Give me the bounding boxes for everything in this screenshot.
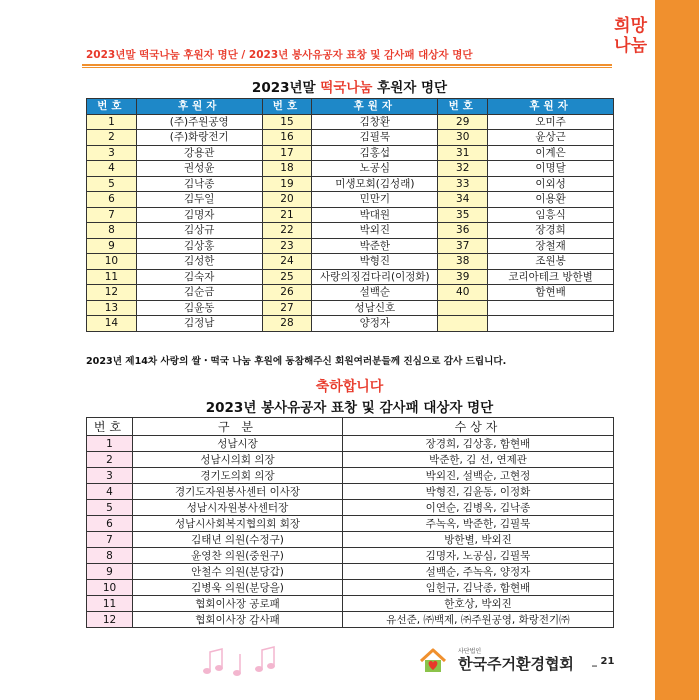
row-number: 31 — [438, 145, 488, 161]
col-header-num: 번호 — [87, 99, 137, 115]
donor-name: 노공심 — [312, 161, 438, 177]
award-category: 성남시자원봉사센터장 — [133, 500, 343, 516]
col-header-num: 번호 — [262, 99, 312, 115]
row-number: 7 — [87, 532, 133, 548]
donor-name: 김윤동 — [136, 300, 262, 316]
donor-table-header — [87, 99, 614, 115]
orange-side-bar — [655, 0, 699, 700]
table-row — [87, 500, 614, 516]
row-number: 30 — [438, 130, 488, 146]
donor-name: 김명자 — [136, 207, 262, 223]
donor-name: 김창환 — [312, 114, 438, 130]
award-recipients: 설백순, 주녹옥, 양정자 — [343, 564, 614, 580]
thanks-note: 2023년 제14차 사랑의 쌀・떡국 나눔 후원에 동참해주신 회원여러분들께 진심으로 감사 드립니다. — [86, 356, 507, 367]
music-notes-decoration — [200, 640, 290, 680]
award-category: 김태년 의원(수정구) — [133, 532, 343, 548]
row-number — [438, 316, 488, 332]
row-number: 8 — [87, 548, 133, 564]
table-row — [87, 516, 614, 532]
donor-name: 박형진 — [312, 254, 438, 270]
donor-name: 임흥식 — [488, 207, 614, 223]
award-recipients: 박외진, 설백순, 고현정 — [343, 468, 614, 484]
donor-title-part: 2023년말 — [251, 80, 321, 96]
donor-name: 김필묵 — [312, 130, 438, 146]
row-number: 9 — [87, 238, 137, 254]
donor-name: 김순금 — [136, 285, 262, 301]
award-table-title: 2023년 봉사유공자 표창 및 감사패 대상자 명단 — [205, 400, 494, 416]
award-category: 경기도의회 의장 — [133, 468, 343, 484]
row-number: 24 — [262, 254, 312, 270]
table-row — [87, 612, 614, 628]
donor-name: 양정자 — [312, 316, 438, 332]
donor-name: 오미주 — [488, 114, 614, 130]
house-heart-logo-icon — [418, 646, 448, 676]
row-number: 34 — [438, 192, 488, 208]
donor-name: 강용관 — [136, 145, 262, 161]
row-number: 25 — [262, 269, 312, 285]
footer-org-name: 한국주거환경협회 — [458, 655, 574, 673]
row-number: 11 — [87, 269, 137, 285]
table-row — [87, 269, 614, 285]
donor-name: 함현배 — [488, 285, 614, 301]
row-number: 35 — [438, 207, 488, 223]
donor-name: 이용환 — [488, 192, 614, 208]
award-category: 성남시사회복지협의회 회장 — [133, 516, 343, 532]
row-number: 2 — [87, 452, 133, 468]
col-header-name: 후원자 — [312, 99, 438, 115]
row-number: 9 — [87, 564, 133, 580]
table-row — [87, 161, 614, 177]
header-divider-thin — [82, 67, 612, 68]
row-number: 3 — [87, 145, 137, 161]
donor-name: 코리아테크 방한별 — [488, 269, 614, 285]
row-number: 11 — [87, 596, 133, 612]
table-row — [87, 254, 614, 270]
row-number: 12 — [87, 285, 137, 301]
donor-name: 김상규 — [136, 223, 262, 239]
row-number: 2 — [87, 130, 137, 146]
donor-name — [488, 316, 614, 332]
row-number: 20 — [262, 192, 312, 208]
donor-name: 김두일 — [136, 192, 262, 208]
award-category: 김병욱 의원(분당을) — [133, 580, 343, 596]
row-number: 28 — [262, 316, 312, 332]
table-row — [87, 316, 614, 332]
row-number: 32 — [438, 161, 488, 177]
row-number: 39 — [438, 269, 488, 285]
row-number: 3 — [87, 468, 133, 484]
row-number: 6 — [87, 192, 137, 208]
table-row — [87, 207, 614, 223]
row-number: 29 — [438, 114, 488, 130]
row-number: 38 — [438, 254, 488, 270]
donor-name: 성남신호 — [312, 300, 438, 316]
donor-name: 이명달 — [488, 161, 614, 177]
row-number: 19 — [262, 176, 312, 192]
row-number: 7 — [87, 207, 137, 223]
footer-org-type: 사단법인 — [458, 648, 482, 655]
page-header: 2023년말 떡국나눔 후원자 명단 / 2023년 봉사유공자 표창 및 감사패 대상자 명단 — [86, 49, 473, 61]
table-row — [87, 176, 614, 192]
row-number: 36 — [438, 223, 488, 239]
row-number: 13 — [87, 300, 137, 316]
award-recipients: 이연순, 김병옥, 김낙종 — [343, 500, 614, 516]
table-row — [87, 223, 614, 239]
row-number: 17 — [262, 145, 312, 161]
row-number: 40 — [438, 285, 488, 301]
col-header-num: 번호 — [87, 418, 133, 436]
row-number: 18 — [262, 161, 312, 177]
row-number: 10 — [87, 254, 137, 270]
row-number: 5 — [87, 176, 137, 192]
section-title-line2: 나눔 — [614, 36, 647, 56]
section-title — [614, 16, 647, 56]
award-table-header — [87, 418, 614, 436]
col-header-category: 구 분 — [133, 418, 343, 436]
award-table — [86, 417, 614, 628]
donor-name — [488, 300, 614, 316]
page-number: _ 21 — [592, 656, 615, 667]
donor-name: 민만기 — [312, 192, 438, 208]
table-row — [87, 580, 614, 596]
award-category: 윤영찬 의원(중원구) — [133, 548, 343, 564]
donor-name: 설백순 — [312, 285, 438, 301]
congrats-heading: 축하합니다 — [315, 379, 384, 395]
table-row — [87, 238, 614, 254]
row-number: 33 — [438, 176, 488, 192]
col-header-name: 후원자 — [488, 99, 614, 115]
table-row — [87, 468, 614, 484]
donor-name: 박준한 — [312, 238, 438, 254]
donor-name: 김성한 — [136, 254, 262, 270]
award-recipients: 장경희, 김상홍, 함현배 — [343, 436, 614, 452]
row-number — [438, 300, 488, 316]
section-title-line1: 희망 — [614, 16, 647, 36]
col-header-num: 번호 — [438, 99, 488, 115]
row-number: 1 — [87, 436, 133, 452]
row-number: 14 — [87, 316, 137, 332]
row-number: 21 — [262, 207, 312, 223]
donor-name: 미생모회(김성래) — [312, 176, 438, 192]
table-row — [87, 452, 614, 468]
award-recipients: 임헌규, 김낙종, 함현배 — [343, 580, 614, 596]
row-number: 37 — [438, 238, 488, 254]
row-number: 23 — [262, 238, 312, 254]
award-recipients: 주녹옥, 박준한, 김필묵 — [343, 516, 614, 532]
col-header-recipients: 수상자 — [343, 418, 614, 436]
award-recipients: 박준한, 김 선, 연제관 — [343, 452, 614, 468]
row-number: 1 — [87, 114, 137, 130]
table-row — [87, 285, 614, 301]
award-recipients: 유선준, ㈜백제, ㈜주원공영, 화랑전기㈜ — [343, 612, 614, 628]
table-row — [87, 564, 614, 580]
row-number: 22 — [262, 223, 312, 239]
award-recipients: 한호상, 박외진 — [343, 596, 614, 612]
award-recipients: 방한별, 박외진 — [343, 532, 614, 548]
header-divider — [82, 64, 612, 66]
award-recipients: 김명자, 노공심, 김필묵 — [343, 548, 614, 564]
donor-name: 박대원 — [312, 207, 438, 223]
award-recipients: 박형진, 김윤동, 이정화 — [343, 484, 614, 500]
row-number: 8 — [87, 223, 137, 239]
award-category: 성남시장 — [133, 436, 343, 452]
row-number: 5 — [87, 500, 133, 516]
donor-title-part: 후원자 명단 — [372, 80, 448, 96]
row-number: 6 — [87, 516, 133, 532]
donor-name: 이외성 — [488, 176, 614, 192]
table-row — [87, 192, 614, 208]
donor-name: (주)주원공영 — [136, 114, 262, 130]
table-row — [87, 436, 614, 452]
donor-name: 권성윤 — [136, 161, 262, 177]
donor-name: 김홍섭 — [312, 145, 438, 161]
donor-name: 김정남 — [136, 316, 262, 332]
donor-name: 조원봉 — [488, 254, 614, 270]
donor-name: 박외진 — [312, 223, 438, 239]
table-row — [87, 130, 614, 146]
row-number: 16 — [262, 130, 312, 146]
award-category: 성남시의회 의장 — [133, 452, 343, 468]
award-category: 안철수 의원(분당갑) — [133, 564, 343, 580]
donor-name: 김상홍 — [136, 238, 262, 254]
table-row — [87, 300, 614, 316]
row-number: 26 — [262, 285, 312, 301]
donor-name: 장경희 — [488, 223, 614, 239]
donor-title-highlight: 떡국나눔 — [320, 80, 373, 96]
award-category: 협회이사장 감사패 — [133, 612, 343, 628]
donor-name: 이계은 — [488, 145, 614, 161]
row-number: 27 — [262, 300, 312, 316]
donor-name: 사랑의징검다리(이정화) — [312, 269, 438, 285]
row-number: 12 — [87, 612, 133, 628]
row-number: 4 — [87, 161, 137, 177]
donor-name: 김숙자 — [136, 269, 262, 285]
donor-table-title — [0, 76, 699, 96]
table-row — [87, 145, 614, 161]
row-number: 4 — [87, 484, 133, 500]
donor-name: 윤상근 — [488, 130, 614, 146]
donor-name: 장철재 — [488, 238, 614, 254]
table-row — [87, 596, 614, 612]
row-number: 10 — [87, 580, 133, 596]
table-row — [87, 114, 614, 130]
table-row — [87, 532, 614, 548]
donor-table — [86, 98, 614, 332]
col-header-name: 후원자 — [136, 99, 262, 115]
donor-name: (주)화랑전기 — [136, 130, 262, 146]
row-number: 15 — [262, 114, 312, 130]
award-category: 협회이사장 공로패 — [133, 596, 343, 612]
table-row — [87, 484, 614, 500]
table-row — [87, 548, 614, 564]
donor-name: 김낙종 — [136, 176, 262, 192]
award-category: 경기도자원봉사센터 이사장 — [133, 484, 343, 500]
